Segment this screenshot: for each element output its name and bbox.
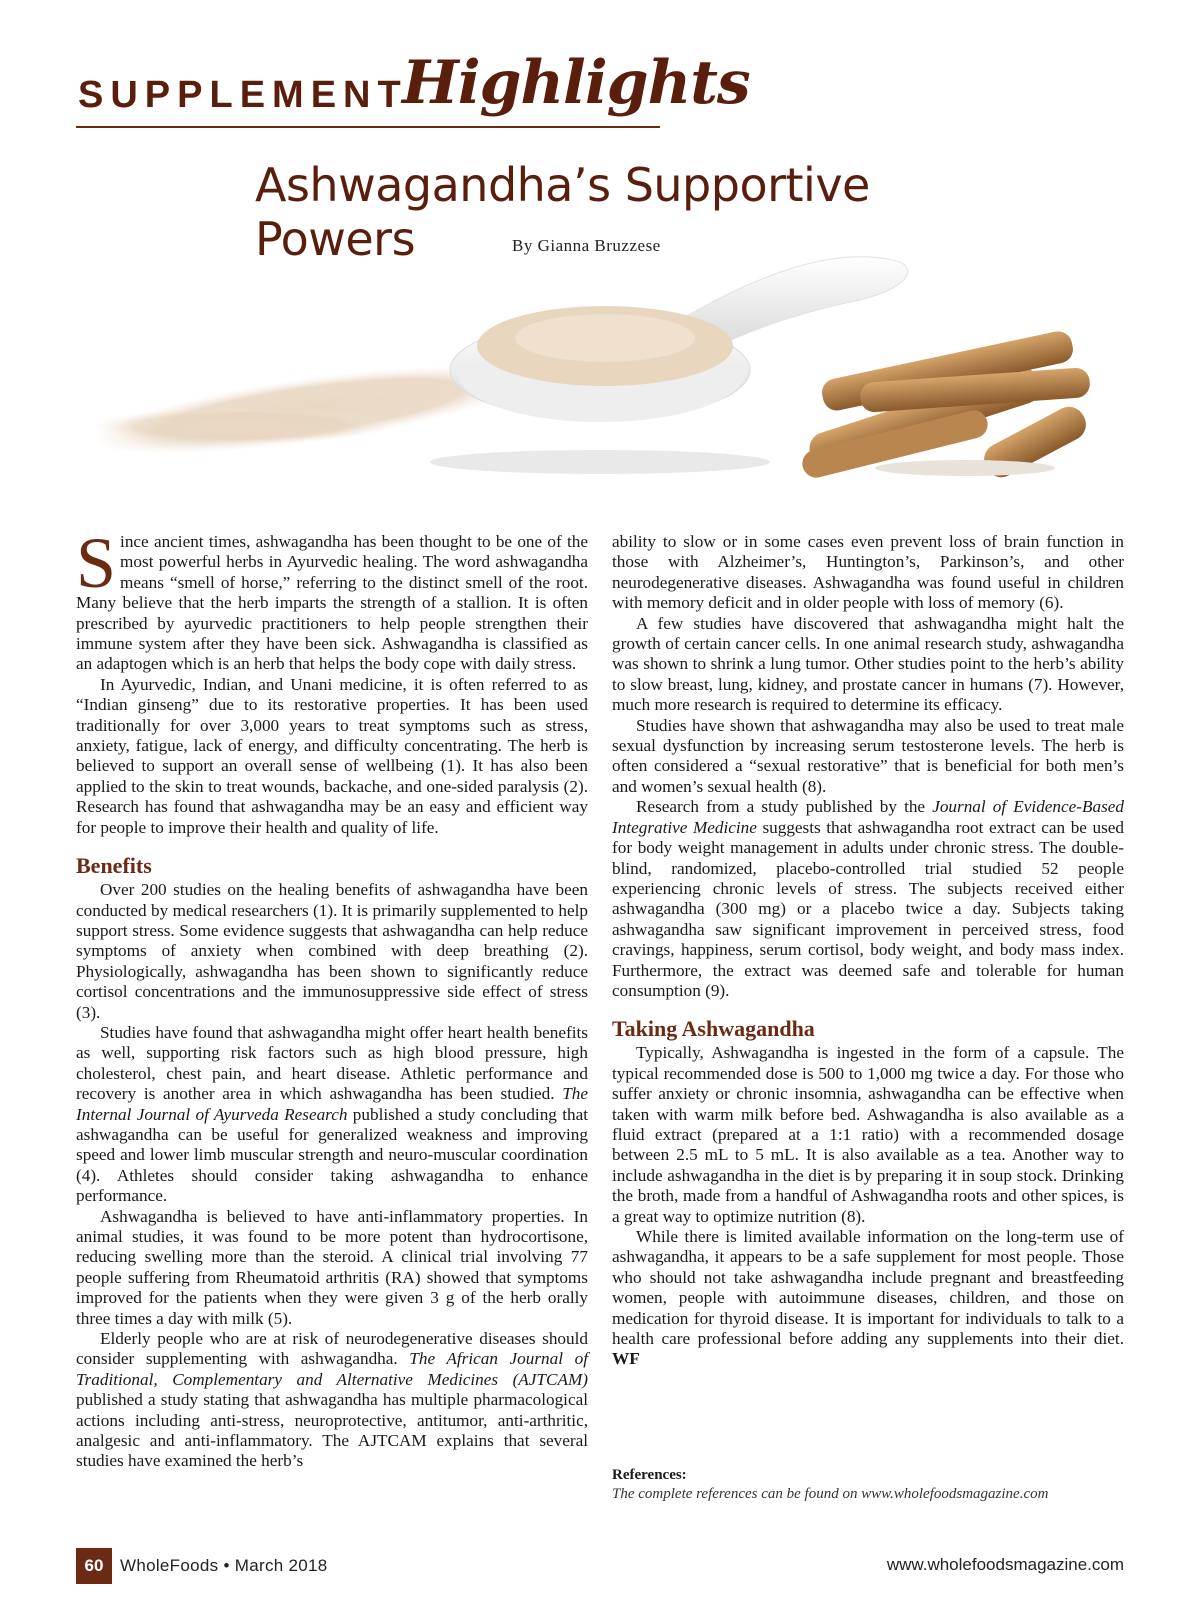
section-heading-taking: Taking Ashwagandha (612, 1016, 815, 1042)
byline-prefix: By (512, 236, 533, 255)
article-column-left (76, 523, 588, 1472)
paragraph: ability to slow or in some cases even prevent loss of brain function in those with Alzheimer’s, Huntington’s, Parkinson’s, and other neurodegenerative diseases. Ashwagandha was found useful in children with memory deficit and in older people with loss of memory (6). (612, 532, 1124, 613)
paragraph-text: While there is limited available information on the long-term use of ashwagandha, it appears to be a safe supplement for most people. Those who should not take ashwagandha include pregnant and breastfeeding women, people with autoimmune diseases, children, and those on medication for thyroid disease. It is important for individuals to talk to a health care professional before adding any supplements into their diet. (612, 1227, 1124, 1349)
paragraph (76, 523, 588, 675)
section-script-title: Highlights (402, 48, 750, 118)
paragraph-text: ince ancient times, ashwagandha has been thought to be one of the most powerful herbs in Ayurvedic healing. The word ashwagandha means “smell of horse,” referring to the distinct smell of the root. Many believe that the herb imparts the strength of a stallion. It is often prescribed by ayurvedic practitioners to help people strengthen their immune system after they have been sick. Ashwagandha is classified as an adaptogen which is an herb that helps the body cope with daily stress. (76, 532, 588, 674)
paragraph: Typically, Ashwagandha is ingested in the form of a capsule. The typical recommended dose is 500 to 1,000 mg twice a day. For those who suffer anxiety or chronic insomnia, ashwagandha can be effective when taken with warm milk before bed. Ashwagandha is also available as a fluid extract (prepared at a 1:1 ratio) with a recommended dosage between 2.5 mL to 5 mL. It is also available as a tea. Another way to include ashwagandha in the diet is by preparing it in soup stock. Drinking the broth, made from a handful of Ashwagandha roots and other spices, is a great way to optimize nutrition (8). (612, 1043, 1124, 1226)
references-title: References: (612, 1467, 687, 1483)
footer-separator: • (223, 1556, 230, 1575)
paragraph: A few studies have discovered that ashwagandha might halt the growth of certain cancer cells. In one animal research study, ashwagandha was shown to shrink a lung tumor. Other studies point to the herb’s ability to slow breast, lung, kidney, and prostate cancer in humans (7). However, much more research is required to determine its efficacy. (612, 613, 1124, 715)
paragraph (76, 1329, 588, 1472)
publication-name: WholeFoods (120, 1556, 219, 1575)
page-footer (76, 1548, 1124, 1584)
paragraph-text: Research from a study published by the (636, 797, 933, 817)
header-divider (76, 126, 660, 128)
ashwagandha-photo (60, 250, 1140, 510)
article-title: Ashwagandha’s Supportive Powers (255, 158, 870, 266)
journal-title: The African Journal of Traditional, Complementary and Alternative Medicines (AJTCAM) (76, 1349, 588, 1389)
section-header (76, 40, 750, 132)
publication-info (120, 1556, 328, 1576)
paragraph: Studies have shown that ashwagandha may also be used to treat male sexual dysfunction by increasing serum testosterone levels. The herb is often considered a “sexual restorative” that is beneficial for both men’s and women’s sexual health (8). (612, 715, 1124, 796)
section-kicker: SUPPLEMENT (78, 74, 408, 116)
paragraph-text: Elderly people who are at risk of neurodegenerative diseases should consider supplementing with ashwagandha. (76, 1329, 588, 1369)
paragraph: Ashwagandha is believed to have anti-inflammatory properties. In animal studies, it was found to be more potent than hydrocortisone, reducing swelling more than the steroid. A clinical trial involving 77 people suffering from Rheumatoid arthritis (RA) showed that symptoms improved for the patients when they were given 3 g of the herb orally three times a day with milk (5). (76, 1206, 588, 1328)
section-heading-benefits: Benefits (76, 853, 152, 879)
references-note: The complete references can be found on www.wholefoodsmagazine.com (612, 1486, 1049, 1502)
page-number: 60 (76, 1548, 112, 1584)
article-column-right (612, 532, 1124, 1370)
byline-author: Gianna Bruzzese (537, 236, 661, 255)
paragraph-text: published a study stating that ashwagandha has multiple pharmacological actions including anti-stress, neuroprotective, antitumor, anti-arthritic, analgesic and anti-inflammatory. The AJTCAM explains that several studies have examined the herb’s (76, 1390, 588, 1471)
paragraph-text: published a study concluding that ashwagandha can be useful for generalized weakness and improving speed and lower limb muscular strength and neuro-muscular coordination (4). Athletes should consider taking ashwagandha to enhance performance. (76, 1104, 588, 1206)
drop-cap: S (76, 523, 117, 603)
issue-date: March 2018 (234, 1556, 328, 1575)
paragraph-text: Studies have found that ashwagandha might offer heart health benefits as well, supporting risk factors such as high blood pressure, high cholesterol, chest pain, and heart disease. Athletic performance and recovery is another area in which ashwagandha has been studied. (76, 1022, 588, 1104)
end-mark: WF (612, 1349, 640, 1369)
paragraph-text: suggests that ashwagandha root extract can be used for body weight management in adults under chronic stress. The double-blind, randomized, placebo-controlled trial studied 52 people experiencing chronic levels of stress. The subjects received either ashwagandha (300 mg) or a placebo twice a day. Subjects taking ashwagandha saw significant improvement in perceived stress, food cravings, happiness, serum cortisol, body weight, and body mass index. Furthermore, the extract was deemed safe and tolerable for human consumption (9). (612, 817, 1124, 1000)
paragraph (612, 797, 1124, 1001)
journal-title: Journal of Evidence-Based Integrative Medicine (612, 797, 1124, 837)
paragraph (612, 1227, 1124, 1370)
paragraph (76, 1023, 588, 1207)
references (612, 1466, 1132, 1504)
paragraph: In Ayurvedic, Indian, and Unani medicine, it is often referred to as “Indian ginseng” due to its restorative properties. It has been used traditionally for over 3,000 years to treat symptoms such as stress, anxiety, fatigue, lack of energy, and difficulty concentrating. The herb is believed to support an overall sense of wellbeing (1). It has also been applied to the skin to treat wounds, backache, and one-sided paralysis (2). Research has found that ashwagandha may be an easy and efficient way for people to improve their health and quality of life. (76, 674, 588, 837)
paragraph: Over 200 studies on the healing benefits of ashwagandha have been conducted by medical researchers (1). It is primarily supplemented to help support stress. Some evidence suggests that ashwagandha can help reduce symptoms of anxiety when combined with deep breathing (2). Physiologically, ashwagandha has been shown to significantly reduce cortisol concentrations and the immunosuppressive side effect of stress (3). (76, 880, 588, 1022)
website-link[interactable]: www.wholefoodsmagazine.com (886, 1555, 1124, 1574)
journal-title: The Internal Journal of Ayurveda Research (76, 1084, 588, 1124)
